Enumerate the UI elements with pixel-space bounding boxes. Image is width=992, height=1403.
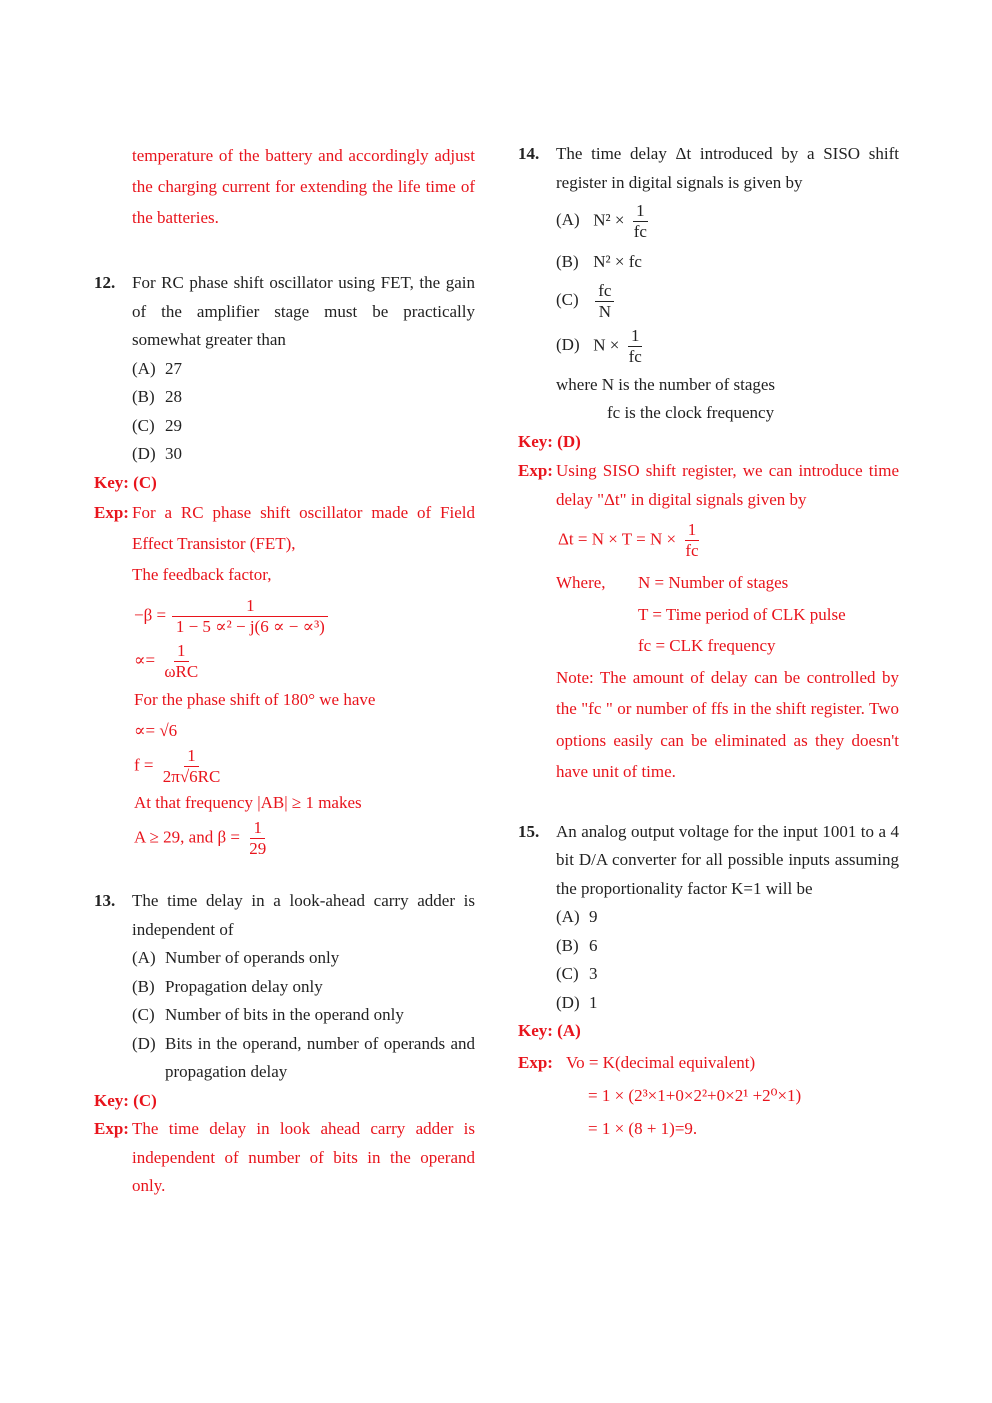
option-label: (D) — [556, 334, 580, 354]
option-b — [94, 973, 475, 1002]
question-number: 15. — [518, 821, 540, 841]
explanation-heading: Exp: — [94, 1119, 129, 1138]
option-c — [518, 281, 899, 322]
option-text: 3 — [589, 964, 598, 983]
option-label: (A) — [132, 358, 156, 378]
option-text: 27 — [165, 358, 182, 378]
answer-key: Key: (A) — [518, 1021, 581, 1040]
fraction — [161, 641, 201, 682]
option-label: (A) — [556, 210, 580, 230]
alpha-value: ∝= √6 — [134, 721, 178, 740]
option-c — [94, 1001, 475, 1030]
denominator: fc — [633, 222, 647, 241]
option-text: 6 — [589, 935, 598, 955]
answer-key: Key: (C) — [94, 472, 157, 492]
option-label: (D) — [556, 992, 580, 1012]
explanation-text: The time delay in look ahead carry adder is independent of number of bits in the operand only. — [132, 1119, 475, 1195]
option-text: Number of operands only — [165, 948, 340, 967]
option-b — [518, 932, 899, 961]
beta-equation — [94, 596, 475, 637]
question-13 — [94, 887, 475, 944]
fraction — [172, 596, 328, 637]
option-text: 1 — [589, 992, 598, 1012]
denominator: ωRC — [164, 662, 199, 681]
denominator: 29 — [249, 839, 267, 858]
option-label: (C) — [132, 1005, 155, 1024]
definition-n: N = Number of stages — [638, 573, 789, 592]
option-text: N² × fc — [593, 252, 642, 271]
numerator: 1 — [174, 641, 189, 662]
option-text: Number of bits in the operand only — [165, 1005, 404, 1024]
denominator: fc — [685, 541, 699, 560]
question-number: 14. — [518, 144, 540, 163]
fraction — [595, 281, 614, 322]
option-label: (A) — [132, 948, 156, 967]
fraction — [626, 326, 645, 367]
option-text: 28 — [165, 387, 182, 406]
option-d — [94, 1030, 475, 1087]
where-clock: fc is the clock frequency — [607, 403, 775, 422]
numerator: 1 — [250, 818, 265, 839]
equation-line-1: Vo = K(decimal equivalent) — [566, 1052, 756, 1072]
explanation — [518, 456, 899, 514]
option-label: (C) — [556, 964, 579, 983]
explanation — [518, 1046, 899, 1145]
option-label: (D) — [132, 444, 156, 463]
answer-key: Key: (D) — [518, 431, 581, 451]
option-a — [518, 903, 899, 932]
equation-lhs: A ≥ 29, and β = — [134, 827, 240, 847]
option-d — [94, 440, 475, 469]
numerator: 1 — [184, 746, 199, 767]
explanation-heading: Exp: — [518, 1052, 553, 1072]
equation-lhs: ∝= — [134, 650, 156, 670]
question-12 — [94, 269, 475, 355]
right-column — [518, 140, 899, 1145]
option-text: 9 — [589, 907, 598, 926]
equation-lhs: −β = — [134, 605, 167, 625]
where-heading: Where, — [556, 573, 606, 592]
fraction — [631, 201, 650, 242]
definition-fc: fc = CLK frequency — [638, 636, 776, 655]
explanation — [94, 497, 475, 559]
question-number: 12. — [94, 273, 116, 292]
question-number: 13. — [94, 891, 116, 910]
option-label: (C) — [132, 415, 155, 435]
denominator: fc — [628, 346, 642, 366]
gain-equation — [94, 818, 475, 859]
numerator: 1 — [172, 596, 328, 617]
fraction — [682, 520, 701, 561]
option-text: N × — [593, 334, 620, 354]
option-c — [94, 412, 475, 441]
left-column — [94, 140, 475, 1201]
alpha-equation — [94, 641, 475, 682]
explanation-text: Using SISO shift register, we can introduce time delay "Δt" in digital signals given by — [556, 461, 899, 509]
equation-lhs: Δt = N × T = N × — [558, 529, 677, 549]
phase-text: For the phase shift of 180° we have — [134, 690, 376, 709]
option-d — [518, 989, 899, 1018]
option-c — [518, 960, 899, 989]
question-text: The time delay Δt introduced by a SISO shift register in digital signals is given by — [556, 144, 899, 192]
equation-lhs: f = — [134, 755, 154, 775]
note: Note: The amount of delay can be controlled by the "fc " or number of ffs in the shift register. Two options easily can be eliminated as they doesn't have unit of time. — [556, 667, 899, 781]
question-text: The time delay in a look-ahead carry adder is independent of — [132, 891, 475, 939]
definition-t: T = Time period of CLK pulse — [638, 604, 846, 624]
frequency-equation — [94, 746, 475, 787]
numerator: fc — [595, 281, 614, 302]
answer-key: Key: (C) — [94, 1090, 157, 1110]
question-text: An analog output voltage for the input 1001 to a 4 bit D/A converter for all possible inputs assuming the proportionality factor K=1 will be — [556, 821, 899, 898]
definitions — [518, 567, 899, 662]
option-label: (D) — [132, 1033, 156, 1053]
denominator: N — [598, 301, 611, 321]
feedback-label: The feedback factor, — [132, 565, 272, 584]
equation-line-3: = 1 × (8 + 1)=9. — [588, 1118, 698, 1138]
numerator: 1 — [628, 326, 643, 347]
fraction — [160, 746, 224, 787]
option-label: (B) — [132, 976, 155, 996]
option-label: (B) — [132, 387, 155, 406]
delay-equation — [518, 520, 899, 561]
denominator: 1 − 5 ∝² − j(6 ∝ − ∝³) — [175, 617, 325, 636]
option-a — [94, 355, 475, 384]
option-text: 29 — [165, 415, 182, 435]
continued-explanation: temperature of the battery and accordingly adjust the charging current for extending the life time of the batteries. — [132, 146, 475, 227]
explanation — [94, 1115, 475, 1201]
question-text: For RC phase shift oscillator using FET, the gain of the amplifier stage must be practically somewhat greater than — [132, 273, 475, 349]
option-label: (C) — [556, 289, 579, 309]
denominator: 2π√6RC — [162, 767, 221, 786]
option-text: 30 — [165, 444, 182, 463]
option-a — [94, 944, 475, 973]
explanation-heading: Exp: — [518, 461, 553, 480]
option-text: Bits in the operand, number of operands and propagation delay — [165, 1033, 475, 1081]
where-stages: where N is the number of stages — [556, 374, 776, 394]
explanation-heading: Exp: — [94, 503, 129, 522]
option-label: (B) — [556, 935, 579, 955]
option-b — [518, 248, 899, 277]
numerator: 1 — [685, 520, 700, 541]
option-label: (B) — [556, 252, 579, 271]
question-15 — [518, 818, 899, 904]
option-b — [94, 383, 475, 412]
fraction — [246, 818, 269, 859]
question-14 — [518, 140, 899, 197]
option-text: N² × — [593, 210, 625, 230]
option-text: Propagation delay only — [165, 976, 323, 996]
explanation-text: For a RC phase shift oscillator made of Field Effect Transistor (FET), — [132, 503, 475, 553]
option-d — [518, 326, 899, 367]
option-label: (A) — [556, 907, 580, 926]
equation-line-2: = 1 × (2³×1+0×2²+0×2¹ +2⁰×1) — [588, 1085, 802, 1105]
option-a — [518, 201, 899, 242]
frequency-text: At that frequency |AB| ≥ 1 makes — [134, 793, 362, 812]
numerator: 1 — [633, 201, 648, 222]
